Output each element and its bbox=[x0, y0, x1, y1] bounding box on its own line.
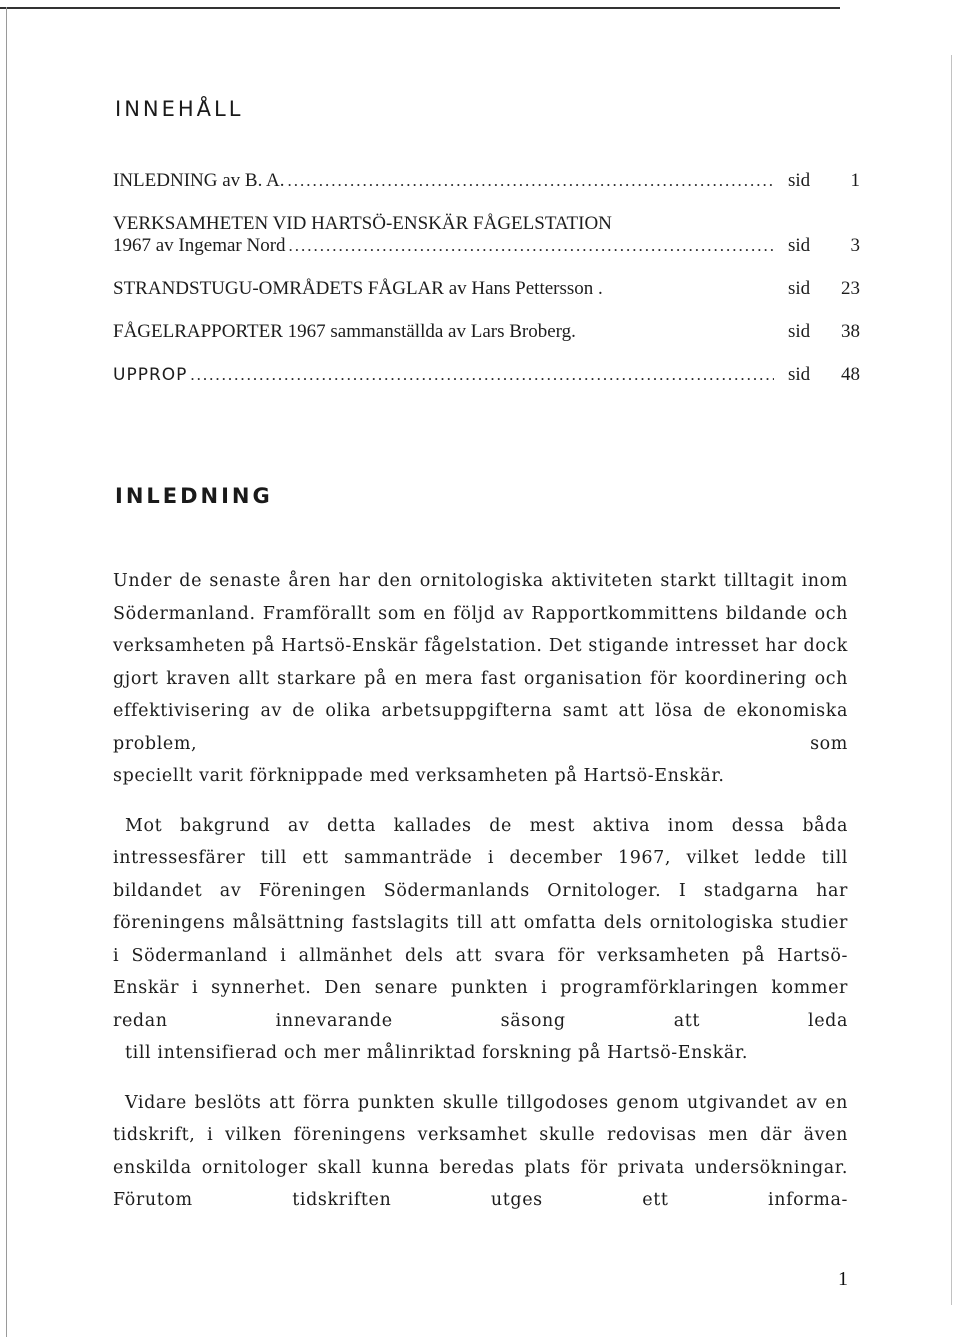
toc-entry-title: 1967 av Ingemar Nord bbox=[113, 235, 286, 256]
toc-page-number: 3 bbox=[850, 235, 860, 256]
page-number: 1 bbox=[838, 1268, 848, 1290]
intro-body bbox=[113, 565, 848, 1217]
toc-page-label: sid bbox=[788, 170, 811, 191]
dot-leader bbox=[288, 170, 774, 192]
toc-entry-title: STRANDSTUGU-OMRÅDETS FÅGLAR av Hans Pettersson . bbox=[113, 278, 603, 299]
toc-entry-title-line1: VERKSAMHETEN VID HARTSÖ-ENSKÄR FÅGELSTATION bbox=[113, 213, 612, 234]
toc-entry-title: FÅGELRAPPORTER 1967 sammanställda av Lars Broberg. bbox=[113, 321, 576, 342]
toc-page-label: sid bbox=[788, 321, 811, 342]
paragraph-text: Mot bakgrund av detta kallades de mest aktiva inom dessa båda intressesfärer till ett sammanträde i december 1967, vilket ledde till bildandet av Föreningen Södermanlands Ornitologer. I stadgarna har föreningens målsättning fastslagits till att omfatta dels ornitologiska studier i Södermanland i allmänhet dels att svara för verksamheten på Hartsö-Enskär i synnerhet. Den senare punkten i programförklaringen kommer redan innevarande säsong att leda bbox=[113, 815, 848, 1031]
intro-heading: INLEDNING bbox=[115, 484, 273, 508]
toc-page-number: 23 bbox=[841, 278, 860, 299]
toc-page-label: sid bbox=[788, 235, 811, 256]
toc-page-label: sid bbox=[788, 364, 811, 385]
toc-entry-title: UPPROP bbox=[113, 365, 188, 385]
toc-heading: INNEHÅLL bbox=[115, 97, 244, 121]
toc-entry[interactable] bbox=[113, 278, 860, 300]
paragraph-last-line: speciellt varit förknippade med verksamheten på Hartsö-Enskär. bbox=[113, 766, 725, 786]
intro-paragraph bbox=[113, 565, 848, 793]
dot-leader bbox=[190, 364, 774, 386]
toc-page-label: sid bbox=[788, 278, 811, 299]
intro-paragraph bbox=[113, 1087, 848, 1217]
toc-entry-title: INLEDNING av B. A. bbox=[113, 170, 285, 191]
toc-page-number: 1 bbox=[850, 170, 860, 191]
paragraph-text: Under de senaste åren har den ornitologiska aktiviteten starkt tilltagit inom Södermanland. Framförallt som en följd av Rapportkommittens bildande och verksamheten på Hartsö-Enskär fågelstation. Det stigande intresset har dock gjort kraven allt starkare på en mera fast organisation för koordinering och effektivisering av de olika arbetsuppgifterna samt att lösa de ekonomiska problem, som bbox=[113, 571, 848, 754]
toc-page-number: 48 bbox=[841, 364, 860, 385]
toc-entry[interactable] bbox=[113, 321, 860, 343]
paragraph-text: Vidare beslöts att förra punkten skulle tillgodoses genom utgivandet av en tidskrift, i vilken föreningens verksamhet skulle redovisas men där även enskilda ornitologer skall kunna beredas plats för privata undersökningar. Förutom tidskriften utges ett informa- bbox=[113, 1092, 848, 1210]
toc-entry[interactable] bbox=[113, 170, 860, 192]
table-of-contents bbox=[113, 170, 860, 407]
toc-entry[interactable] bbox=[113, 213, 860, 257]
toc-entry[interactable] bbox=[113, 364, 860, 386]
paragraph-last-line: till intensifierad och mer målinriktad forskning på Hartsö-Enskär. bbox=[125, 1043, 749, 1063]
intro-paragraph bbox=[113, 810, 848, 1070]
toc-page-number: 38 bbox=[841, 321, 860, 342]
right-border-line bbox=[951, 55, 952, 1305]
dot-leader bbox=[289, 235, 774, 257]
left-border-line bbox=[6, 7, 7, 1337]
top-border-line bbox=[0, 7, 840, 9]
